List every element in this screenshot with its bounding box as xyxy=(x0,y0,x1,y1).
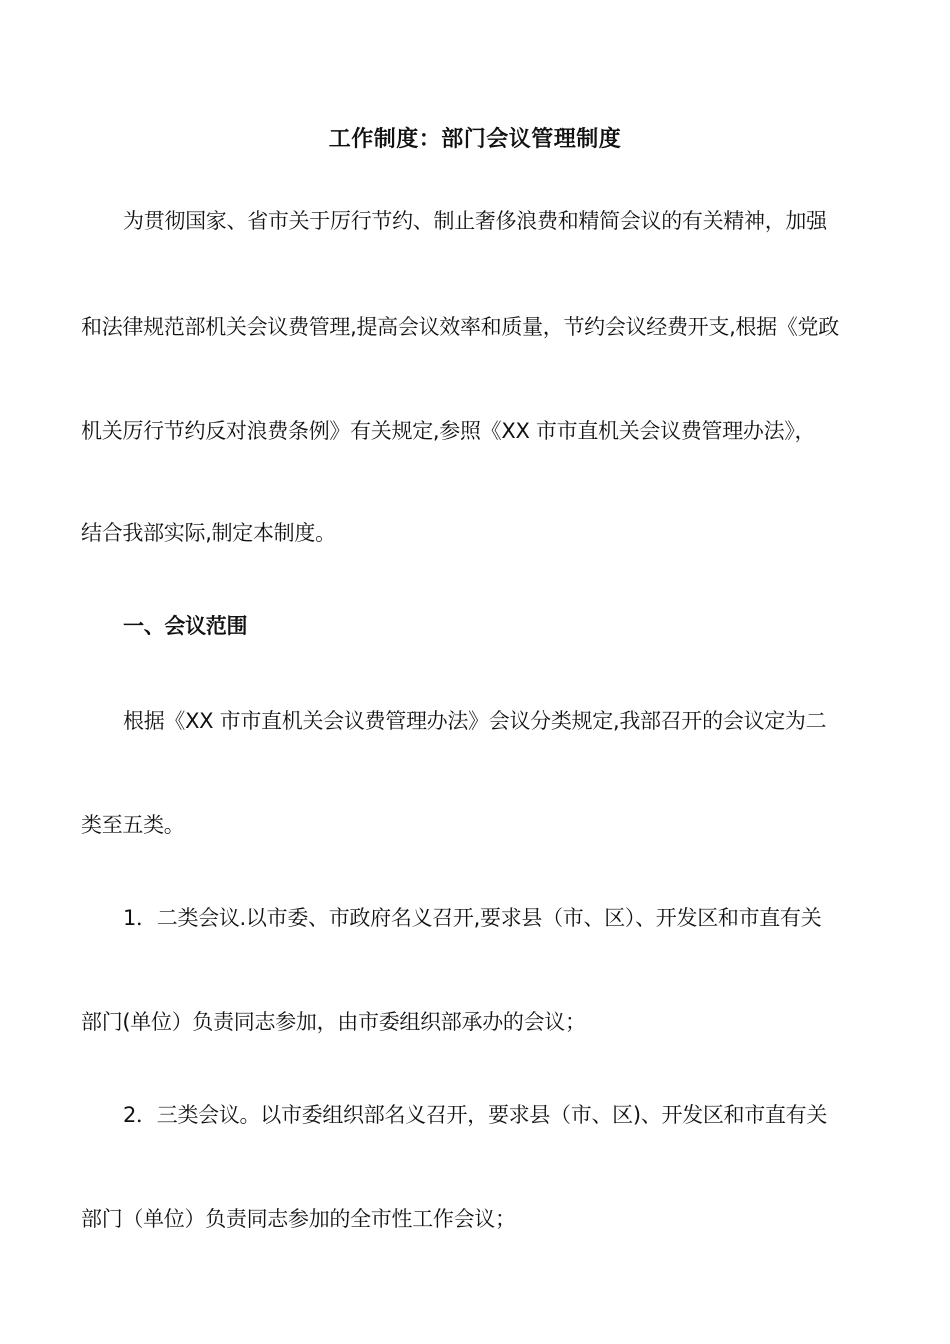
intro-line-3: 机关厉行节约反对浪费条例》有关规定,参照《XX 市市直机关会议费管理办法》， xyxy=(81,419,816,443)
intro-line-2: 和法律规范部机关会议费管理,提高会议效率和质量，节约会议经费开支,根据《党政 xyxy=(81,315,839,339)
item2-line-1: 2．三类会议。以市委组织部名义召开，要求县（市、区)、开发区和市直有关 xyxy=(123,1103,828,1127)
item2-line-2: 部门（单位）负责同志参加的全市性工作会议； xyxy=(81,1207,516,1231)
section-heading-meeting-scope: 一、会议范围 xyxy=(123,614,248,638)
section1-para-line-1: 根据《XX 市市直机关会议费管理办法》会议分类规定,我部召开的会议定为二 xyxy=(123,709,827,733)
item1-line-1: 1．二类会议.以市委、市政府名义召开,要求县（市、区）、开发区和市直有关 xyxy=(123,906,822,930)
intro-line-1: 为贯彻国家、省市关于厉行节约、制止奢侈浪费和精简会议的有关精神，加强 xyxy=(123,209,827,233)
section1-para-line-2: 类至五类。 xyxy=(81,813,185,837)
item1-line-2: 部门(单位）负责同志参加，由市委组织部承办的会议； xyxy=(81,1010,586,1034)
intro-line-4: 结合我部实际,制定本制度。 xyxy=(81,521,336,545)
document-title: 工作制度：部门会议管理制度 xyxy=(328,127,622,152)
